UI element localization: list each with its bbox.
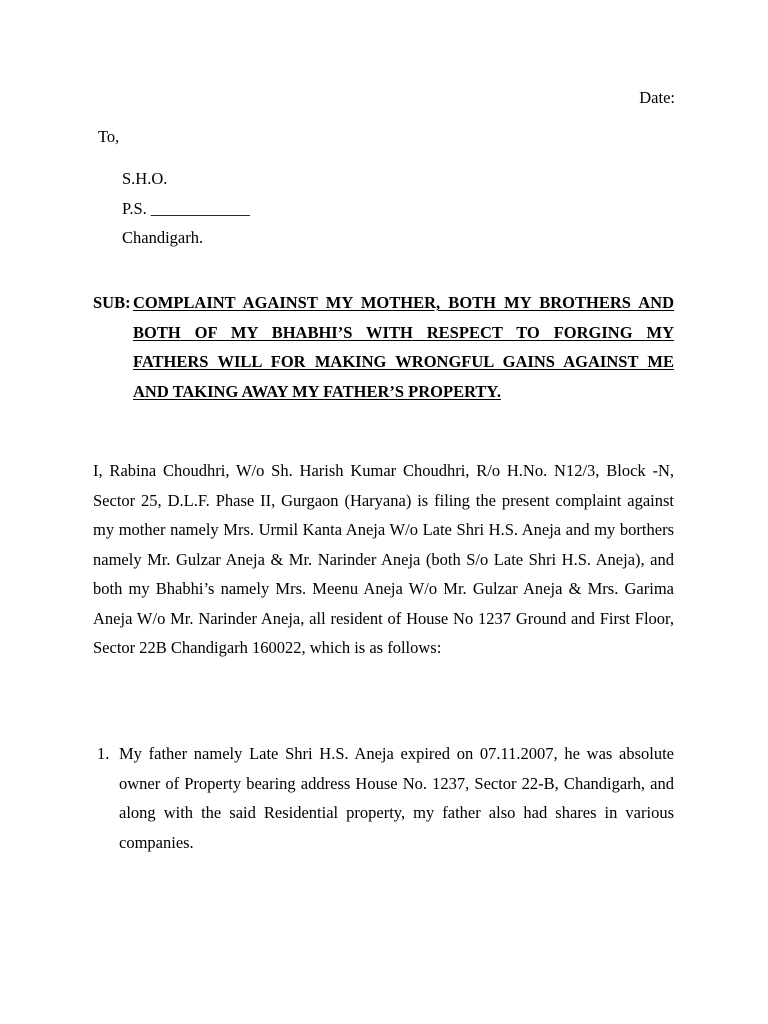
addressee-police-station: P.S. ____________ bbox=[122, 198, 250, 218]
list-item-number: 1. bbox=[97, 744, 110, 763]
date-label: Date: bbox=[639, 88, 675, 107]
subject-label: SUB: bbox=[93, 293, 131, 312]
list-item bbox=[93, 739, 674, 857]
salutation-to: To, bbox=[98, 127, 120, 146]
subject-text: COMPLAINT AGAINST MY MOTHER, BOTH MY BROTHERS AND BOTH OF MY BHABHI’S WITH RESPECT TO FORGING MY FATHERS WILL FOR MAKING WRONGFUL GAINS AGAINST ME AND TAKING AWAY MY FATHER’S PROPERTY. bbox=[133, 293, 674, 401]
list-item-text: My father namely Late Shri H.S. Aneja expired on 07.11.2007, he was absolute owner of Property bearing address House No. 1237, Sector 22-B, Chandigarh, and along with the said Residential property, my father also had shares in various companies. bbox=[119, 744, 674, 852]
addressee-city: Chandigarh. bbox=[122, 228, 204, 247]
addressee-office: S.H.O. bbox=[122, 169, 168, 188]
intro-paragraph: I, Rabina Choudhri, W/o Sh. Harish Kumar Choudhri, R/o H.No. N12/3, Block -N, Sector 25, D.L.F. Phase II, Gurgaon (Haryana) is filing the present complaint against my mother namely Mrs. Urmil Kanta Aneja W/o Late Shri H.S. Aneja and my borthers namely Mr. Gulzar Aneja & Mr. Narinder Aneja (both S/o Late Shri H.S. Aneja), and both my Bhabhi’s namely Mrs. Meenu Aneja W/o Mr. Gulzar Aneja & Mrs. Garima Aneja W/o Mr. Narinder Aneja, all resident of House No 1237 Ground and First Floor, Sector 22B Chandigarh 160022, which is as follows: bbox=[93, 461, 674, 657]
addressee-block bbox=[122, 164, 250, 253]
numbered-points bbox=[93, 739, 674, 857]
subject-block bbox=[93, 288, 674, 406]
